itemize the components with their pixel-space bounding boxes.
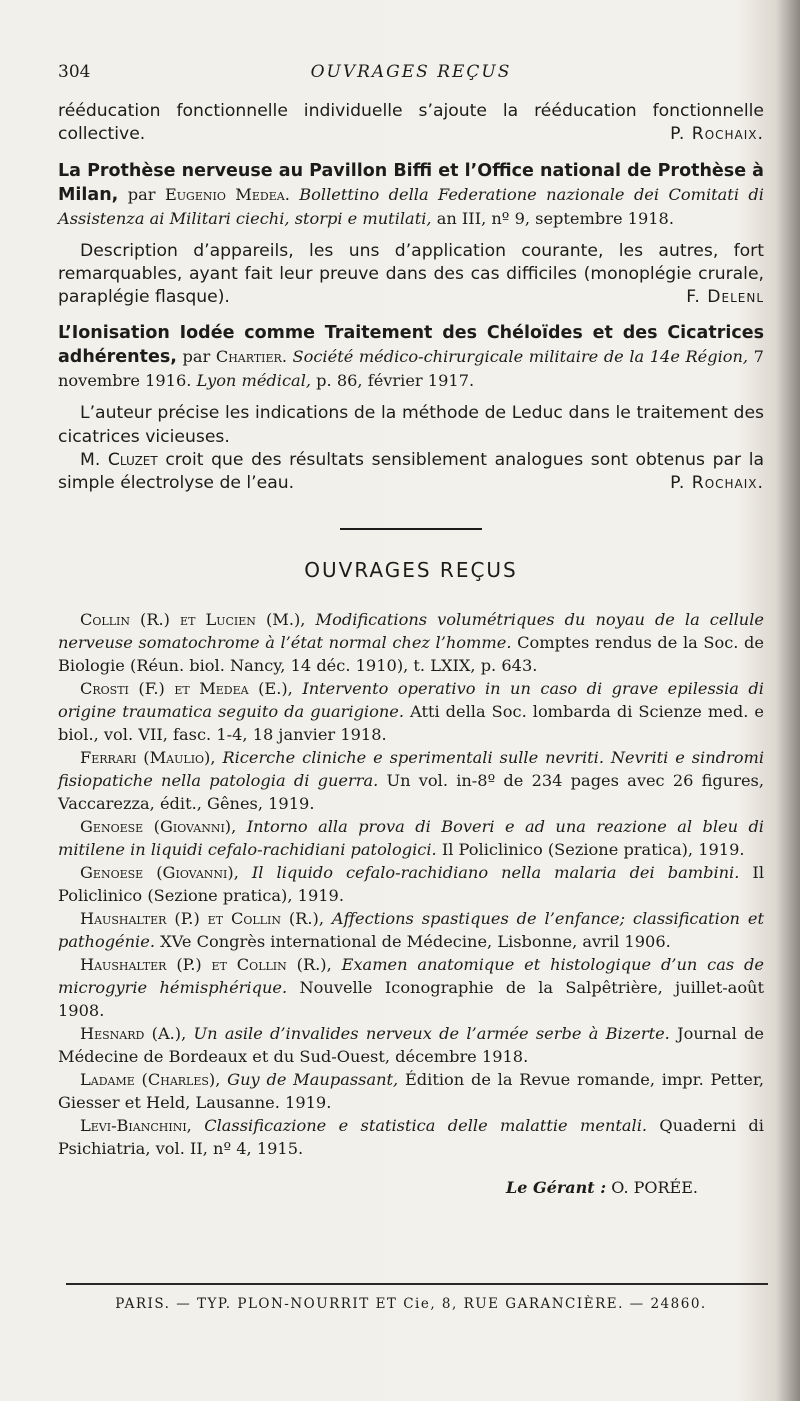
printer-imprint: PARIS. — TYP. PLON-NOURRIT ET Cie, 8, RUE GARANCIÈRE. — 24860. — [115, 1296, 707, 1312]
page-content — [58, 100, 764, 1197]
entry-reference: Il Policlinico (Sezione pratica), 1919. — [441, 839, 745, 859]
bibliography-entry — [58, 1068, 764, 1114]
review-date: 7 novembre 1916. — [58, 347, 764, 391]
bibliography-entry — [58, 953, 764, 1022]
bibliography-entry — [58, 861, 764, 907]
review-journal: Lyon médical, — [196, 371, 312, 391]
cited-name: Cluzet — [107, 450, 158, 471]
entry-reference: Un vol. in-8º de 234 pages avec 26 figures, Vaccarezza, édit., Gênes, 1919. — [58, 770, 764, 813]
entry-authors: Genoese (Giovanni), — [80, 862, 239, 882]
entry-title: Modifications volumétriques du noyau de la cellule nerveuse somatochrome à l’état normal chez l’homme. — [58, 609, 764, 652]
review-author: Eugenio Medea. — [164, 184, 290, 204]
entry-authors: Genoese (Giovanni), — [80, 816, 237, 836]
review-body — [58, 402, 764, 495]
bibliography-entry — [58, 608, 764, 677]
review-title: L’Ionisation Iodée comme Traitement des Chéloïdes et des Cicatrices adhérentes, — [58, 323, 764, 368]
review-issue: an III, nº 9, septembre 1918. — [436, 208, 675, 228]
entry-title: Un asile d’invalides nerveux de l’armée serbe à Bizerte. — [193, 1023, 670, 1043]
entry-reference: Édition de la Revue romande, impr. Petter, Giesser et Held, Lausanne. 1919. — [58, 1069, 764, 1112]
entry-authors: Crosti (F.) et Medea (E.), — [80, 678, 293, 698]
entry-authors: Collin (R.) et Lucien (M.), — [80, 609, 306, 629]
entry-reference: Atti della Soc. lombarda di Scienze med. e biol., vol. VII, fasc. 1-4, 18 janvier 1918. — [58, 701, 764, 744]
entry-reference: Quaderni di Psichiatria, vol. II, nº 4, 1915. — [58, 1115, 764, 1158]
review-by: par — [182, 347, 211, 367]
bibliography-entry — [58, 815, 764, 861]
entry-authors: Haushalter (P.) et Collin (R.), — [80, 908, 324, 928]
entry-reference: Comptes rendus de la Soc. de Biologie (Réun. biol. Nancy, 14 déc. 1910), t. LXIX, p. 643. — [58, 632, 764, 675]
review-text: rééducation fonctionnelle individuelle s’ajoute la rééducation fonctionnelle collective. — [58, 101, 764, 145]
section-divider — [340, 528, 482, 530]
review-source: Bollettino della Federatione nazionale dei Comitati di Assistenza ai Militari ciechi, storpi e mutilati, — [58, 184, 764, 228]
review-pages: p. 86, février 1917. — [316, 371, 475, 391]
entry-authors: Haushalter (P.) et Collin (R.), — [80, 954, 332, 974]
review-by: par — [127, 184, 156, 204]
entry-reference: XVe Congrès international de Médecine, Lisbonne, avril 1906. — [160, 931, 671, 951]
reviewer-signature: P. Rochaix. — [670, 473, 764, 494]
bibliography-entry — [58, 1114, 764, 1160]
entry-authors: Ladame (Charles), — [80, 1069, 221, 1089]
gerant-label: Le Gérant : — [506, 1177, 607, 1197]
entry-authors: Hesnard (A.), — [80, 1023, 187, 1043]
entry-title: Examen anatomique et histologique d’un cas de microgyrie hémisphérique. — [58, 954, 764, 997]
bibliography-entry — [58, 907, 764, 953]
entry-reference: Journal de Médecine de Bordeaux et du Sud-Ouest, décembre 1918. — [58, 1023, 764, 1066]
entry-reference: Nouvelle Iconographie de la Salpêtrière, juillet-août 1908. — [58, 977, 764, 1020]
bibliography-list — [58, 608, 764, 1160]
footer-rule — [66, 1283, 768, 1285]
review-text-prefix: M. — [80, 450, 101, 471]
entry-title: Guy de Maupassant, — [227, 1069, 399, 1089]
running-title: OUVRAGES REÇUS — [310, 62, 512, 82]
page-header — [58, 62, 764, 88]
bibliography-entry — [58, 677, 764, 746]
review-text: L’auteur précise les indications de la méthode de Leduc dans le traitement des cicatrices vicieuses. — [58, 403, 764, 447]
entry-title: Classificazione e statistica delle malattie mentali. — [204, 1115, 648, 1135]
entry-reference: Il Policlinico (Sezione pratica), 1919. — [58, 862, 764, 905]
entry-authors: Ferrari (Maulio), — [80, 747, 216, 767]
gerant-line — [58, 1178, 764, 1197]
bibliography-entry — [58, 746, 764, 815]
review-heading — [58, 321, 764, 392]
review-heading — [58, 159, 764, 230]
entry-title: Il liquido cefalo-rachidiano nella malaria dei bambini. — [251, 862, 740, 882]
entry-title: Ricerche cliniche e sperimentali sulle nevriti. Nevriti e sindromi fisiopatiche nella patologia di guerra. — [58, 747, 764, 790]
entry-authors: Levi-Bianchini, — [80, 1115, 192, 1135]
review-author: Chartier. — [215, 347, 287, 367]
review-text: croit que des résultats sensiblement analogues sont obtenus par la simple électrolyse de l’eau. — [58, 450, 765, 494]
review-source: Société médico-chirurgicale militaire de la 14e Région, — [292, 347, 749, 367]
page-number: 304 — [58, 62, 91, 82]
review-text: Description d’appareils, les uns d’application courante, les autres, fort remarquables, ayant fait leur preuve dans des cas difficiles (monoplégie crurale, paraplégie flasque). — [58, 240, 764, 308]
reviewer-signature: F. Delenl — [686, 287, 764, 308]
reviewer-signature: P. Rochaix. — [670, 124, 764, 145]
bibliography-entry — [58, 1022, 764, 1068]
review-continuation — [58, 100, 764, 147]
section-title: OUVRAGES REÇUS — [304, 557, 518, 582]
gerant-name: O. PORÉE. — [611, 1177, 698, 1197]
review-title: La Prothèse nerveuse au Pavillon Biffi et l’Office national de Prothèse à Milan, — [58, 160, 764, 205]
entry-title: Intervento operativo in un caso di grave epilessia di origine traumatica seguito da guarigione. — [58, 678, 764, 721]
review-body — [58, 240, 764, 310]
entry-title: Intorno alla prova di Boveri e ad una reazione al bleu di mitilene in liquidi cefalo-rachidiani patologici. — [58, 816, 764, 859]
entry-title: Affections spastiques de l’enfance; classification et pathogénie. — [58, 908, 764, 951]
